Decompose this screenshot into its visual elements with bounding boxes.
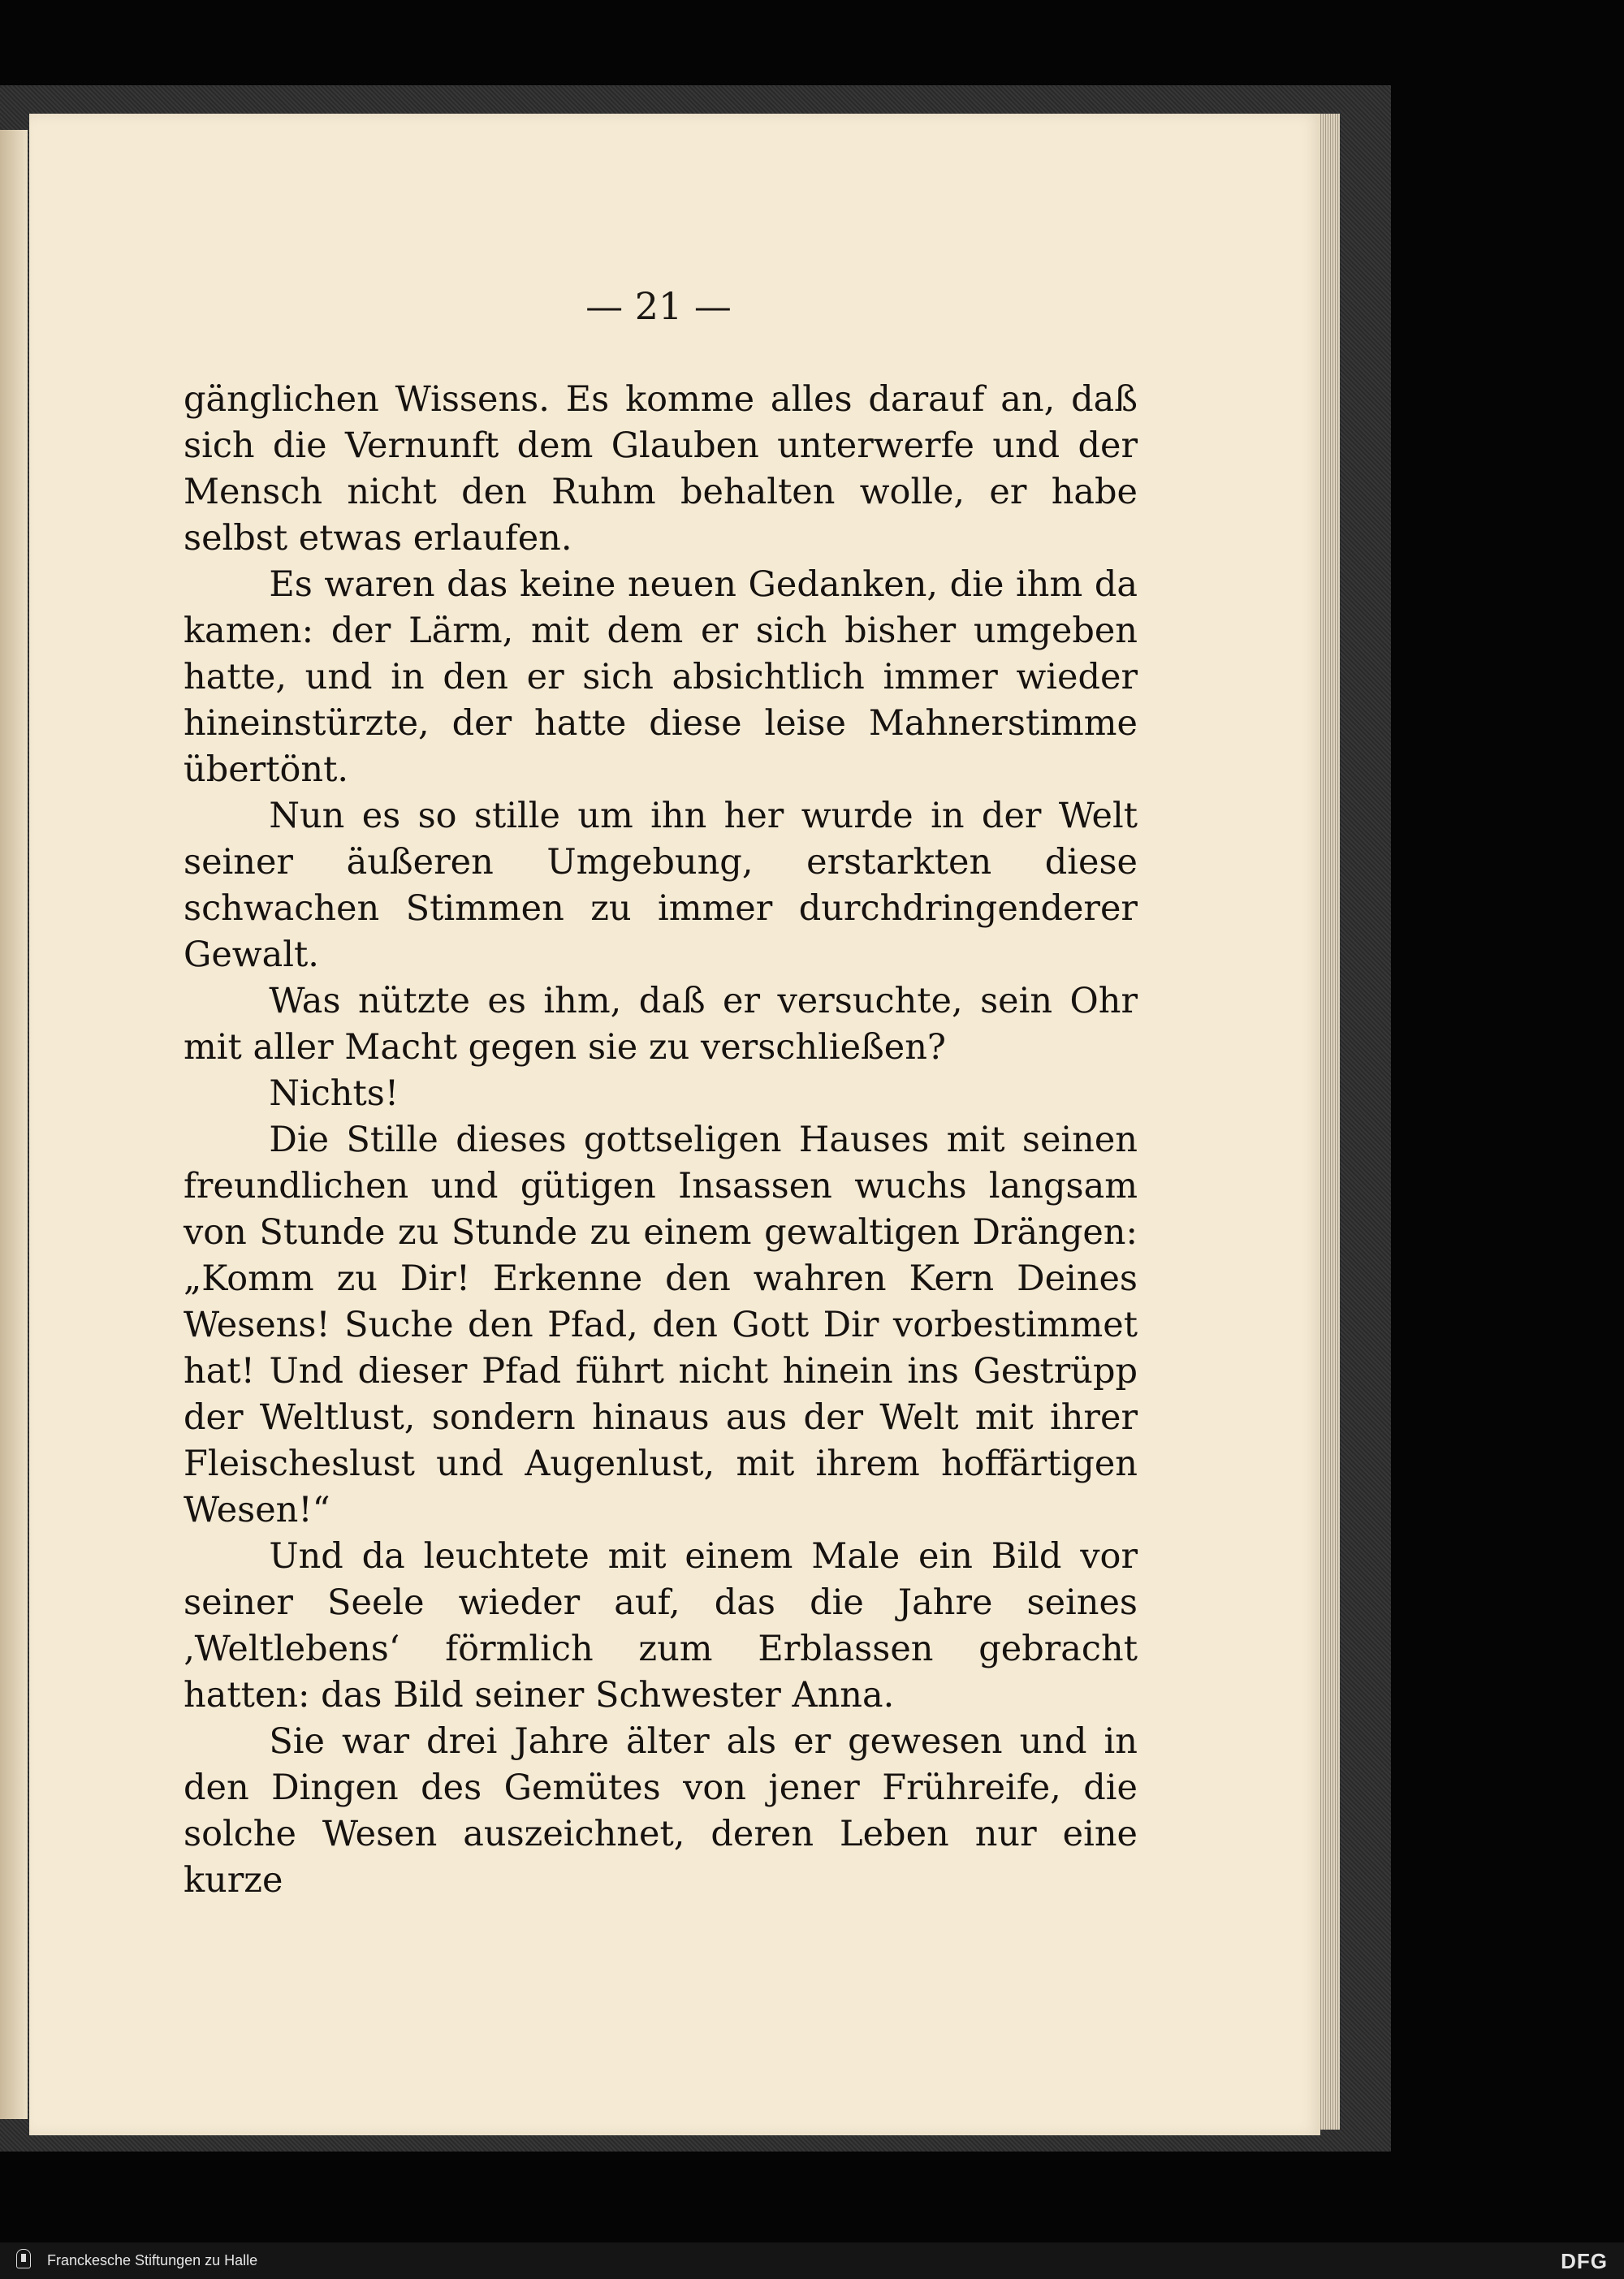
paragraph-5: Nichts!: [269, 1073, 400, 1114]
page-number: — 21 —: [585, 284, 732, 328]
source-institution: Franckesche Stiftungen zu Halle: [47, 2252, 258, 2268]
paragraph-6: Die Stille dieses gottseligen Hauses mit seinen freundlichen und gütigen Insassen wuchs langsam von Stunde zu Stunde zu einem gewaltigen Drängen: „Komm zu Dir! Erkenne den wahren Kern Deines Wesens! Suche den Pfad, den Gott Dir vorbestimmet hat! Und dieser Pfad führt nicht hinein ins Gestrüpp der Weltlust, sondern hinaus aus der Welt mit ihrer Fleischeslust und Augenlust, mit ihrem hoffärtigen Wesen!“: [184, 1120, 1138, 1530]
paragraph-3: Nun es so stille um ihn her wurde in der Welt seiner äußeren Umgebung, erstarkten diese schwachen Stimmen zu immer durchdringenderer Gewalt.: [184, 796, 1138, 975]
left-page-edge: [0, 130, 28, 2119]
paragraph-1: gänglichen Wissens. Es komme alles darauf an, daß sich die Vernunft dem Glauben unterwerfe und der Mensch nicht den Ruhm behalten wolle, er habe selbst etwas erlaufen.: [184, 379, 1138, 559]
institution-emblem-icon: [16, 2249, 31, 2268]
page-text: [184, 377, 1138, 1904]
digitization-footer: [0, 2242, 1624, 2279]
paragraph-8: Sie war drei Jahre älter als er gewesen und in den Dingen des Gemütes von jener Frühreife, die solche Wesen auszeichnet, deren Leben nur eine kurze: [184, 1721, 1138, 1901]
paragraph-4: Was nützte es ihm, daß er versuchte, sein Ohr mit aller Macht gegen sie zu verschließen?: [184, 981, 1138, 1068]
book-page: [29, 114, 1320, 2135]
page-stack-edge: [1319, 114, 1340, 2130]
paragraph-2: Es waren das keine neuen Gedanken, die ihm da kamen: der Lärm, mit dem er sich bisher umgeben hatte, und in den er sich absichtlich immer wieder hineinstürzte, der hatte diese leise Mahnerstimme übertönt.: [184, 564, 1138, 790]
paragraph-7: Und da leuchtete mit einem Male ein Bild vor seiner Seele wieder auf, das die Jahre seines ‚Weltlebens‘ förmlich zum Erblassen gebracht hatten: das Bild seiner Schwester Anna.: [184, 1536, 1138, 1716]
dfg-logo: DFG: [1561, 2249, 1608, 2273]
